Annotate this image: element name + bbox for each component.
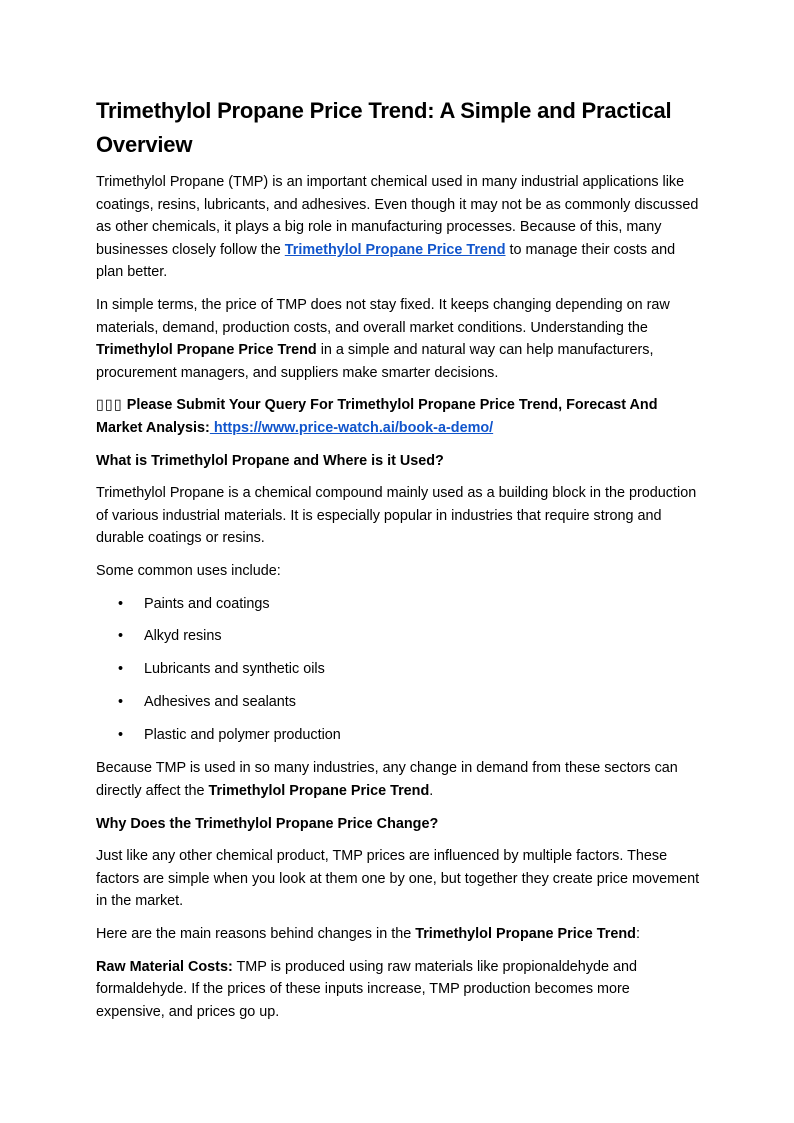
price-paragraph — [96, 294, 700, 384]
reasons-intro — [96, 923, 700, 946]
bullet-icon: • — [118, 595, 124, 612]
list-item — [96, 593, 700, 616]
industries-paragraph — [96, 757, 700, 802]
uses-list — [96, 593, 700, 748]
price-paragraph-text-end: in a simple and natural way can help manufacturers, procurement managers, and suppliers make smarter decisions. — [96, 342, 654, 381]
placeholder-glyph-icon: ▯▯▯ — [96, 397, 123, 414]
price-trend-bold: Trimethylol Propane Price Trend — [415, 925, 636, 942]
intro-text-end: to manage their costs and plan better. — [96, 241, 676, 281]
intro-paragraph — [96, 171, 700, 284]
page-title: Trimethylol Propane Price Trend: A Simple and Practical Overview — [96, 98, 672, 157]
book-demo-link[interactable]: https://www.price-watch.ai/book-a-demo/ — [209, 419, 494, 436]
bullet-icon: • — [118, 661, 124, 678]
bullet-icon: • — [118, 628, 124, 645]
section-heading-why-change: Why Does the Trimethylol Propane Price Change? — [96, 815, 439, 832]
industries-text-end: . — [429, 783, 434, 800]
cta-text: Please Submit Your Query For Trimethylol Propane Price Trend, Forecast And Market Analysis: — [96, 397, 658, 436]
reasons-text-end: : — [635, 925, 640, 942]
reasons-text: Here are the main reasons behind changes in the — [96, 925, 416, 942]
intro-text: Trimethylol Propane (TMP) is an important chemical used in many industrial applications like coatings, resins, lubricants, and adhesives. Even though it may not be as commonly discussed as other chemicals, it plays a big role in manufacturing processes. Because of this, many businesses closely follow the — [96, 174, 699, 258]
what-is-paragraph: Trimethylol Propane is a chemical compound mainly used as a building block in the production of various industrial materials. It is especially popular in industries that require strong and durable coatings or resins. — [96, 485, 697, 547]
factors-paragraph: Just like any other chemical product, TMP prices are influenced by multiple factors. These factors are simple when you look at them one by one, but together they create price movement in the market. — [96, 848, 700, 910]
price-trend-link[interactable]: Trimethylol Propane Price Trend — [284, 241, 506, 258]
list-item-text: Lubricants and synthetic oils — [144, 661, 325, 678]
raw-material-text: TMP is produced using raw materials like propionaldehyde and formaldehyde. If the prices of these inputs increase, TMP production becomes more expensive, and prices go up. — [96, 958, 637, 1020]
bullet-icon: • — [118, 727, 124, 744]
cta-paragraph — [96, 394, 700, 439]
list-item-text: Alkyd resins — [144, 628, 222, 645]
section-heading-what-is: What is Trimethylol Propane and Where is it Used? — [96, 452, 444, 469]
raw-material-paragraph — [96, 956, 700, 1024]
uses-intro: Some common uses include: — [96, 562, 281, 579]
raw-material-label: Raw Material Costs: — [96, 958, 233, 975]
list-item — [96, 691, 700, 714]
list-item-text: Paints and coatings — [144, 595, 270, 612]
list-item — [96, 658, 700, 681]
list-item-text: Adhesives and sealants — [144, 694, 297, 711]
list-item-text: Plastic and polymer production — [144, 727, 341, 744]
list-item — [96, 724, 700, 747]
price-trend-bold: Trimethylol Propane Price Trend — [208, 783, 430, 800]
industries-text: Because TMP is used in so many industries, any change in demand from these sectors can directly affect the — [96, 760, 678, 800]
document-page — [96, 94, 700, 1033]
price-paragraph-text: In simple terms, the price of TMP does not stay fixed. It keeps changing depending on raw materials, demand, production costs, and overall market conditions. Understanding the — [96, 296, 670, 336]
list-item — [96, 625, 700, 648]
bullet-icon: • — [118, 694, 124, 711]
price-trend-bold: Trimethylol Propane Price Trend — [96, 342, 317, 359]
